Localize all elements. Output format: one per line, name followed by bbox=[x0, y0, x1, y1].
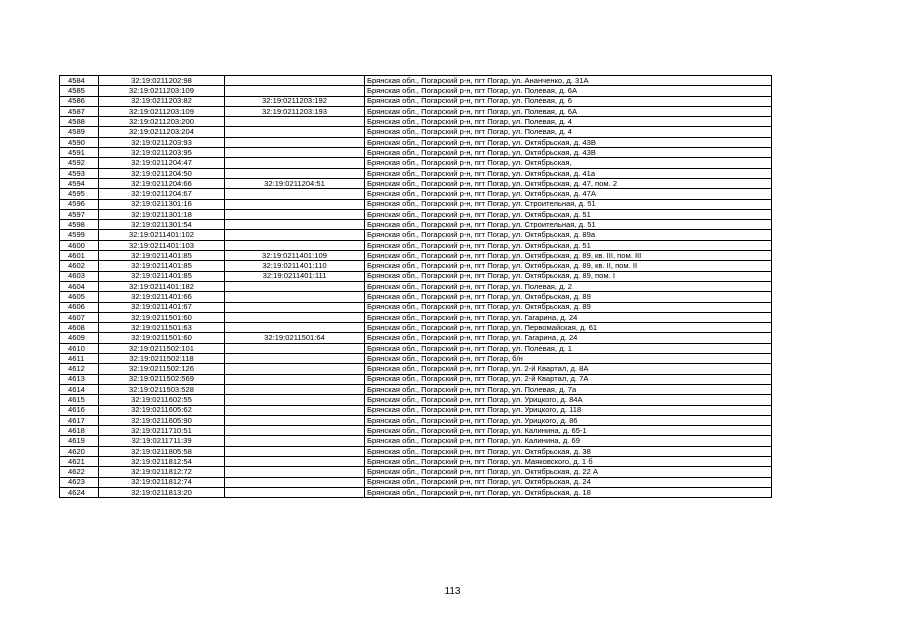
cadastral-number-cell: 32:19:0211812:54 bbox=[99, 456, 225, 466]
row-number-cell: 4596 bbox=[60, 199, 99, 209]
related-cadastral-number-cell bbox=[225, 148, 365, 158]
related-cadastral-number-cell: 32:19:0211401:110 bbox=[225, 261, 365, 271]
address-cell: Брянская обл., Погарский р-н, пгт Погар, ул. Урицкого, д. 86 bbox=[365, 415, 772, 425]
row-number-cell: 4619 bbox=[60, 436, 99, 446]
row-number-cell: 4618 bbox=[60, 426, 99, 436]
related-cadastral-number-cell bbox=[225, 312, 365, 322]
address-cell: Брянская обл., Погарский р-н, пгт Погар, ул. Полевая, д. 1 bbox=[365, 343, 772, 353]
cadastral-number-cell: 32:19:0211501:60 bbox=[99, 333, 225, 343]
table-row bbox=[60, 240, 772, 250]
table-row bbox=[60, 158, 772, 168]
row-number-cell: 4617 bbox=[60, 415, 99, 425]
address-cell: Брянская обл., Погарский р-н, пгт Погар, ул. Гагарина, д. 24 bbox=[365, 312, 772, 322]
row-number-cell: 4586 bbox=[60, 96, 99, 106]
row-number-cell: 4620 bbox=[60, 446, 99, 456]
related-cadastral-number-cell: 32:19:0211203:193 bbox=[225, 106, 365, 116]
cadastral-number-cell: 32:19:0211203:109 bbox=[99, 106, 225, 116]
table-row bbox=[60, 117, 772, 127]
row-number-cell: 4612 bbox=[60, 364, 99, 374]
related-cadastral-number-cell: 32:19:0211501:64 bbox=[225, 333, 365, 343]
table-row bbox=[60, 209, 772, 219]
table-row bbox=[60, 487, 772, 497]
related-cadastral-number-cell bbox=[225, 302, 365, 312]
related-cadastral-number-cell bbox=[225, 240, 365, 250]
related-cadastral-number-cell bbox=[225, 230, 365, 240]
related-cadastral-number-cell bbox=[225, 76, 365, 86]
row-number-cell: 4598 bbox=[60, 220, 99, 230]
address-cell: Брянская обл., Погарский р-н, пгт Погар, ул. Октябрьская, д. 89а bbox=[365, 230, 772, 240]
related-cadastral-number-cell bbox=[225, 220, 365, 230]
table-row bbox=[60, 405, 772, 415]
table-row bbox=[60, 281, 772, 291]
address-cell: Брянская обл., Погарский р-н, пгт Погар, ул. Октябрьская, д. 51 bbox=[365, 240, 772, 250]
address-cell: Брянская обл., Погарский р-н, пгт Погар, ул. Октябрьская, д. 41а bbox=[365, 168, 772, 178]
row-number-cell: 4608 bbox=[60, 323, 99, 333]
address-cell: Брянская обл., Погарский р-н, пгт Погар, ул. Строительная, д. 51 bbox=[365, 220, 772, 230]
related-cadastral-number-cell bbox=[225, 343, 365, 353]
related-cadastral-number-cell bbox=[225, 405, 365, 415]
related-cadastral-number-cell bbox=[225, 446, 365, 456]
related-cadastral-number-cell bbox=[225, 292, 365, 302]
table-row bbox=[60, 251, 772, 261]
row-number-cell: 4593 bbox=[60, 168, 99, 178]
address-cell: Брянская обл., Погарский р-н, пгт Погар, ул. Полевая, д. 4 bbox=[365, 127, 772, 137]
cadastral-number-cell: 32:19:0211502:126 bbox=[99, 364, 225, 374]
related-cadastral-number-cell bbox=[225, 127, 365, 137]
table-row bbox=[60, 415, 772, 425]
cadastral-number-cell: 32:19:0211203:82 bbox=[99, 96, 225, 106]
row-number-cell: 4607 bbox=[60, 312, 99, 322]
related-cadastral-number-cell bbox=[225, 86, 365, 96]
table-row bbox=[60, 271, 772, 281]
address-cell: Брянская обл., Погарский р-н, пгт Погар, ул. Октябрьская, д. 43В bbox=[365, 148, 772, 158]
table-row bbox=[60, 467, 772, 477]
address-cell: Брянская обл., Погарский р-н, пгт Погар, ул. Октябрьская, д. 24 bbox=[365, 477, 772, 487]
related-cadastral-number-cell bbox=[225, 477, 365, 487]
table-row bbox=[60, 395, 772, 405]
table-row bbox=[60, 220, 772, 230]
row-number-cell: 4600 bbox=[60, 240, 99, 250]
address-cell: Брянская обл., Погарский р-н, пгт Погар, ул. Октябрьская, д. 38 bbox=[365, 446, 772, 456]
table-row bbox=[60, 456, 772, 466]
table-row bbox=[60, 426, 772, 436]
cadastral-number-cell: 32:19:0211203:109 bbox=[99, 86, 225, 96]
row-number-cell: 4614 bbox=[60, 384, 99, 394]
cadastral-number-cell: 32:19:0211203:93 bbox=[99, 137, 225, 147]
row-number-cell: 4603 bbox=[60, 271, 99, 281]
cadastral-number-cell: 32:19:0211602:55 bbox=[99, 395, 225, 405]
address-cell: Брянская обл., Погарский р-н, пгт Погар, ул. Первомайская, д. 61 bbox=[365, 323, 772, 333]
related-cadastral-number-cell bbox=[225, 364, 365, 374]
address-cell: Брянская обл., Погарский р-н, пгт Погар, ул. Октябрьская, bbox=[365, 158, 772, 168]
address-cell: Брянская обл., Погарский р-н, пгт Погар, ул. Полевая, д. 2 bbox=[365, 281, 772, 291]
row-number-cell: 4594 bbox=[60, 178, 99, 188]
cadastral-number-cell: 32:19:0211401:85 bbox=[99, 261, 225, 271]
address-cell: Брянская обл., Погарский р-н, пгт Погар, ул. 2-й Квартал, д. 7А bbox=[365, 374, 772, 384]
row-number-cell: 4613 bbox=[60, 374, 99, 384]
address-cell: Брянская обл., Погарский р-н, пгт Погар, ул. Октябрьская, д. 89, кв. III, пом. III bbox=[365, 251, 772, 261]
row-number-cell: 4585 bbox=[60, 86, 99, 96]
cadastral-number-cell: 32:19:0211812:74 bbox=[99, 477, 225, 487]
row-number-cell: 4609 bbox=[60, 333, 99, 343]
table-row bbox=[60, 343, 772, 353]
table-row bbox=[60, 86, 772, 96]
related-cadastral-number-cell bbox=[225, 168, 365, 178]
related-cadastral-number-cell bbox=[225, 199, 365, 209]
cadastral-number-cell: 32:19:0211805:58 bbox=[99, 446, 225, 456]
cadastral-number-cell: 32:19:0211503:528 bbox=[99, 384, 225, 394]
table-row bbox=[60, 230, 772, 240]
cadastral-number-cell: 32:19:0211502:101 bbox=[99, 343, 225, 353]
cadastral-number-cell: 32:19:0211204:67 bbox=[99, 189, 225, 199]
address-cell: Брянская обл., Погарский р-н, пгт Погар, ул. Гагарина, д. 24 bbox=[365, 333, 772, 343]
cadastral-number-cell: 32:19:0211710:51 bbox=[99, 426, 225, 436]
related-cadastral-number-cell bbox=[225, 323, 365, 333]
cadastral-number-cell: 32:19:0211502:118 bbox=[99, 354, 225, 364]
related-cadastral-number-cell bbox=[225, 117, 365, 127]
row-number-cell: 4601 bbox=[60, 251, 99, 261]
address-cell: Брянская обл., Погарский р-н, пгт Погар, ул. Октябрьская, д. 89, кв. II, пом. II bbox=[365, 261, 772, 271]
cadastral-number-cell: 32:19:0211401:102 bbox=[99, 230, 225, 240]
row-number-cell: 4615 bbox=[60, 395, 99, 405]
address-cell: Брянская обл., Погарский р-н, пгт Погар, ул. Октябрьская, д. 89 bbox=[365, 302, 772, 312]
related-cadastral-number-cell bbox=[225, 456, 365, 466]
table-row bbox=[60, 76, 772, 86]
table-row bbox=[60, 178, 772, 188]
row-number-cell: 4624 bbox=[60, 487, 99, 497]
address-cell: Брянская обл., Погарский р-н, пгт Погар, ул. Полевая, д. 6А bbox=[365, 86, 772, 96]
registry-table-body bbox=[60, 76, 772, 498]
row-number-cell: 4623 bbox=[60, 477, 99, 487]
row-number-cell: 4597 bbox=[60, 209, 99, 219]
related-cadastral-number-cell bbox=[225, 436, 365, 446]
cadastral-number-cell: 32:19:0211401:66 bbox=[99, 292, 225, 302]
row-number-cell: 4606 bbox=[60, 302, 99, 312]
address-cell: Брянская обл., Погарский р-н, пгт Погар, ул. Октябрьская, д. 18 bbox=[365, 487, 772, 497]
related-cadastral-number-cell bbox=[225, 189, 365, 199]
row-number-cell: 4602 bbox=[60, 261, 99, 271]
row-number-cell: 4605 bbox=[60, 292, 99, 302]
row-number-cell: 4622 bbox=[60, 467, 99, 477]
cadastral-number-cell: 32:19:0211401:182 bbox=[99, 281, 225, 291]
related-cadastral-number-cell: 32:19:0211203:192 bbox=[225, 96, 365, 106]
address-cell: Брянская обл., Погарский р-н, пгт Погар, ул. Калинина, д. 69 bbox=[365, 436, 772, 446]
address-cell: Брянская обл., Погарский р-н, пгт Погар, ул. Октябрьская, д. 43В bbox=[365, 137, 772, 147]
cadastral-number-cell: 32:19:0211401:85 bbox=[99, 251, 225, 261]
row-number-cell: 4616 bbox=[60, 405, 99, 415]
address-cell: Брянская обл., Погарский р-н, пгт Погар, ул. 2-й Квартал, д. 8А bbox=[365, 364, 772, 374]
cadastral-number-cell: 32:19:0211204:47 bbox=[99, 158, 225, 168]
related-cadastral-number-cell bbox=[225, 415, 365, 425]
address-cell: Брянская обл., Погарский р-н, пгт Погар, ул. Октябрьская, д. 51 bbox=[365, 209, 772, 219]
address-cell: Брянская обл., Погарский р-н, пгт Погар, ул. Октябрьская, д. 89 bbox=[365, 292, 772, 302]
address-cell: Брянская обл., Погарский р-н, пгт Погар, ул. Ананченко, д. 31А bbox=[365, 76, 772, 86]
table-row bbox=[60, 436, 772, 446]
row-number-cell: 4599 bbox=[60, 230, 99, 240]
row-number-cell: 4588 bbox=[60, 117, 99, 127]
address-cell: Брянская обл., Погарский р-н, пгт Погар, ул. Полевая, д. 4 bbox=[365, 117, 772, 127]
cadastral-number-cell: 32:19:0211401:103 bbox=[99, 240, 225, 250]
cadastral-number-cell: 32:19:0211301:16 bbox=[99, 199, 225, 209]
related-cadastral-number-cell bbox=[225, 158, 365, 168]
cadastral-number-cell: 32:19:0211203:95 bbox=[99, 148, 225, 158]
table-row bbox=[60, 354, 772, 364]
row-number-cell: 4589 bbox=[60, 127, 99, 137]
row-number-cell: 4587 bbox=[60, 106, 99, 116]
cadastral-number-cell: 32:19:0211813:20 bbox=[99, 487, 225, 497]
cadastral-number-cell: 32:19:0211711:39 bbox=[99, 436, 225, 446]
cadastral-number-cell: 32:19:0211501:63 bbox=[99, 323, 225, 333]
cadastral-number-cell: 32:19:0211605:62 bbox=[99, 405, 225, 415]
table-row bbox=[60, 364, 772, 374]
table-row bbox=[60, 333, 772, 343]
row-number-cell: 4592 bbox=[60, 158, 99, 168]
row-number-cell: 4595 bbox=[60, 189, 99, 199]
address-cell: Брянская обл., Погарский р-н, пгт Погар, ул. Октябрьская, д. 47, пом. 2 bbox=[365, 178, 772, 188]
related-cadastral-number-cell bbox=[225, 209, 365, 219]
row-number-cell: 4621 bbox=[60, 456, 99, 466]
cadastral-number-cell: 32:19:0211301:18 bbox=[99, 209, 225, 219]
row-number-cell: 4610 bbox=[60, 343, 99, 353]
cadastral-number-cell: 32:19:0211204:50 bbox=[99, 168, 225, 178]
cadastral-number-cell: 32:19:0211401:67 bbox=[99, 302, 225, 312]
related-cadastral-number-cell bbox=[225, 487, 365, 497]
related-cadastral-number-cell: 32:19:0211204:51 bbox=[225, 178, 365, 188]
address-cell: Брянская обл., Погарский р-н, пгт Погар, ул. Полевая, д. 6А bbox=[365, 106, 772, 116]
related-cadastral-number-cell bbox=[225, 374, 365, 384]
address-cell: Брянская обл., Погарский р-н, пгт Погар, ул. Урицкого, д. 84А bbox=[365, 395, 772, 405]
cadastral-number-cell: 32:19:0211202:98 bbox=[99, 76, 225, 86]
table-row bbox=[60, 168, 772, 178]
table-row bbox=[60, 384, 772, 394]
row-number-cell: 4590 bbox=[60, 137, 99, 147]
address-cell: Брянская обл., Погарский р-н, пгт Погар, ул. Октябрьская, д. 22 А bbox=[365, 467, 772, 477]
table-row bbox=[60, 312, 772, 322]
cadastral-number-cell: 32:19:0211401:85 bbox=[99, 271, 225, 281]
address-cell: Брянская обл., Погарский р-н, пгт Погар, ул. Урицкого, д. 118 bbox=[365, 405, 772, 415]
table-row bbox=[60, 323, 772, 333]
cadastral-number-cell: 32:19:0211203:204 bbox=[99, 127, 225, 137]
related-cadastral-number-cell bbox=[225, 354, 365, 364]
address-cell: Брянская обл., Погарский р-н, пгт Погар, ул. Октябрьская, д. 89, пом. I bbox=[365, 271, 772, 281]
table-row bbox=[60, 137, 772, 147]
cadastral-number-cell: 32:19:0211501:60 bbox=[99, 312, 225, 322]
row-number-cell: 4611 bbox=[60, 354, 99, 364]
address-cell: Брянская обл., Погарский р-н, пгт Погар, б/н bbox=[365, 354, 772, 364]
table-row bbox=[60, 446, 772, 456]
cadastral-number-cell: 32:19:0211605:90 bbox=[99, 415, 225, 425]
registry-table bbox=[59, 75, 772, 498]
table-row bbox=[60, 127, 772, 137]
related-cadastral-number-cell bbox=[225, 281, 365, 291]
related-cadastral-number-cell: 32:19:0211401:111 bbox=[225, 271, 365, 281]
cadastral-number-cell: 32:19:0211203:200 bbox=[99, 117, 225, 127]
address-cell: Брянская обл., Погарский р-н, пгт Погар, ул. Октябрьская, д. 47А bbox=[365, 189, 772, 199]
cadastral-number-cell: 32:19:0211502:569 bbox=[99, 374, 225, 384]
table-row bbox=[60, 199, 772, 209]
address-cell: Брянская обл., Погарский р-н, пгт Погар, ул. Полевая, д. 7а bbox=[365, 384, 772, 394]
table-row bbox=[60, 96, 772, 106]
cadastral-number-cell: 32:19:0211812:72 bbox=[99, 467, 225, 477]
address-cell: Брянская обл., Погарский р-н, пгт Погар, ул. Калинина, д. 65-1 bbox=[365, 426, 772, 436]
cadastral-number-cell: 32:19:0211204:66 bbox=[99, 178, 225, 188]
cadastral-number-cell: 32:19:0211301:54 bbox=[99, 220, 225, 230]
table-row bbox=[60, 261, 772, 271]
table-row bbox=[60, 374, 772, 384]
address-cell: Брянская обл., Погарский р-н, пгт Погар, ул. Полевая, д. 6 bbox=[365, 96, 772, 106]
table-row bbox=[60, 477, 772, 487]
related-cadastral-number-cell bbox=[225, 467, 365, 477]
related-cadastral-number-cell bbox=[225, 137, 365, 147]
page-number: 113 bbox=[444, 586, 461, 597]
table-row bbox=[60, 302, 772, 312]
related-cadastral-number-cell bbox=[225, 426, 365, 436]
table-row bbox=[60, 148, 772, 158]
address-cell: Брянская обл., Погарский р-н, пгт Погар, ул. Строительная, д. 51 bbox=[365, 199, 772, 209]
address-cell: Брянская обл., Погарский р-н, пгт Погар, ул. Маяковского, д. 1 б bbox=[365, 456, 772, 466]
related-cadastral-number-cell bbox=[225, 384, 365, 394]
row-number-cell: 4604 bbox=[60, 281, 99, 291]
table-row bbox=[60, 106, 772, 116]
row-number-cell: 4584 bbox=[60, 76, 99, 86]
table-row bbox=[60, 189, 772, 199]
row-number-cell: 4591 bbox=[60, 148, 99, 158]
table-row bbox=[60, 292, 772, 302]
related-cadastral-number-cell: 32:19:0211401:109 bbox=[225, 251, 365, 261]
related-cadastral-number-cell bbox=[225, 395, 365, 405]
